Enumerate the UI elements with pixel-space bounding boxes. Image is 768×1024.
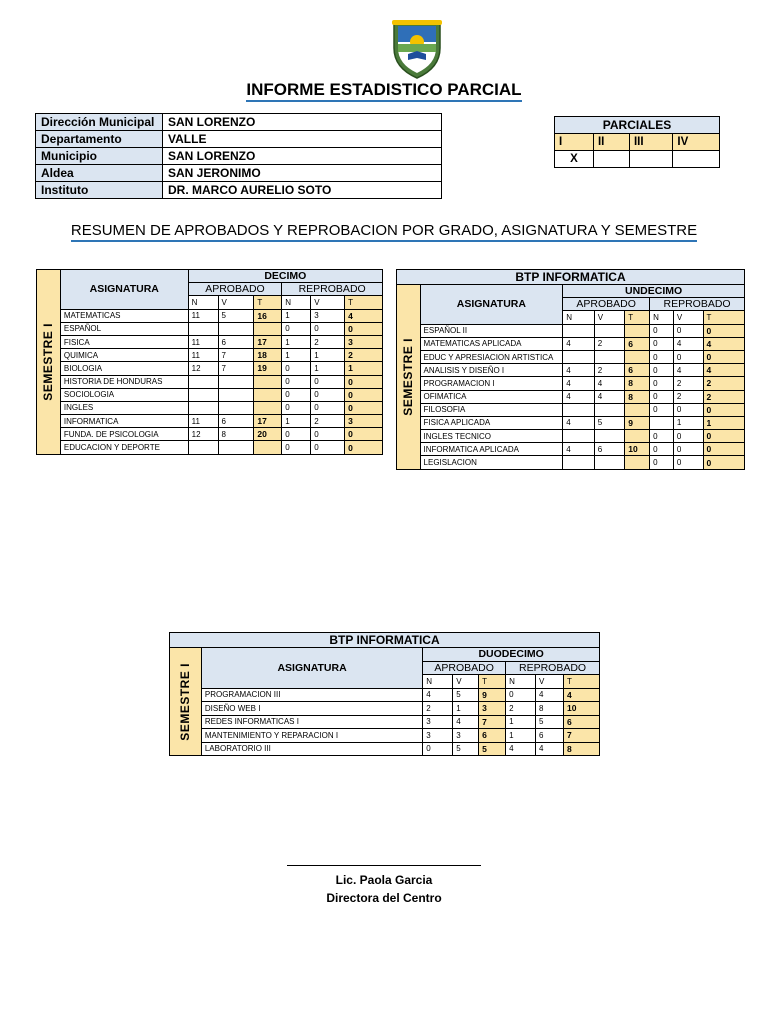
total-value: 1 (345, 362, 383, 375)
count-value (650, 416, 674, 429)
total-value (625, 324, 650, 337)
column-t-header: T (625, 311, 650, 324)
count-value: 2 (311, 415, 345, 428)
total-value: 0 (703, 456, 744, 469)
count-value: 0 (650, 456, 674, 469)
count-value: 5 (453, 688, 479, 702)
count-value (594, 350, 625, 363)
info-label: Municipio (36, 148, 163, 165)
info-value: SAN JERONIMO (163, 165, 442, 182)
count-value: 5 (536, 715, 564, 729)
count-value: 4 (536, 688, 564, 702)
asignatura-header: ASIGNATURA (201, 648, 422, 689)
count-value: 7 (218, 349, 254, 362)
count-value: 0 (673, 350, 703, 363)
total-value: 2 (703, 390, 744, 403)
count-value: 0 (506, 688, 536, 702)
subject-name: INGLES TECNICO (420, 430, 563, 443)
total-value: 19 (254, 362, 282, 375)
parcial-header: IV (673, 134, 720, 151)
subject-name: MATEMATICAS APLICADA (420, 337, 563, 350)
total-value: 18 (254, 349, 282, 362)
count-value: 4 (594, 390, 625, 403)
count-value (218, 441, 254, 454)
subject-name: REDES INFORMATICAS I (201, 715, 422, 729)
reprobado-header: REPROBADO (650, 298, 745, 311)
aprobado-header: APROBADO (188, 283, 282, 296)
subject-name: BIOLOGIA (60, 362, 188, 375)
count-value: 4 (563, 377, 595, 390)
total-value: 10 (564, 702, 600, 716)
institute-seal-logo (386, 18, 448, 80)
total-value: 0 (345, 375, 383, 388)
total-value: 16 (254, 309, 282, 322)
grade-table-undecimo (396, 269, 745, 470)
subject-name: HISTORIA DE HONDURAS (60, 375, 188, 388)
grade-table-decimo (36, 269, 383, 455)
count-value: 2 (594, 364, 625, 377)
subject-name: FISICA APLICADA (420, 416, 563, 429)
count-value: 4 (563, 337, 595, 350)
total-value: 2 (345, 349, 383, 362)
aprobado-header: APROBADO (563, 298, 650, 311)
column-n-header: N (563, 311, 595, 324)
count-value: 4 (594, 377, 625, 390)
semester-label (170, 648, 202, 756)
column-t-header: T (479, 675, 506, 689)
semester-label (37, 270, 61, 455)
total-value (254, 388, 282, 401)
count-value: 1 (673, 416, 703, 429)
table-row (37, 309, 383, 322)
subject-name: ANALISIS Y DISEÑO I (420, 364, 563, 377)
total-value: 1 (703, 416, 744, 429)
grade-header: DUODECIMO (423, 648, 600, 662)
table-row (37, 362, 383, 375)
count-value: 0 (650, 324, 674, 337)
count-value: 7 (218, 362, 254, 375)
subject-name: PROGRAMACION III (201, 688, 422, 702)
info-row (36, 131, 442, 148)
table-row (397, 443, 745, 456)
table-row (397, 337, 745, 350)
total-value: 4 (703, 364, 744, 377)
subject-name: INFORMATICA (60, 415, 188, 428)
count-value (563, 350, 595, 363)
info-value: SAN LORENZO (163, 114, 442, 131)
total-value: 4 (703, 337, 744, 350)
subject-name: EDUCACION Y DEPORTE (60, 441, 188, 454)
count-value: 0 (673, 430, 703, 443)
count-value (594, 403, 625, 416)
total-value (625, 456, 650, 469)
table-row (397, 416, 745, 429)
total-value: 3 (345, 335, 383, 348)
asignatura-header: ASIGNATURA (420, 285, 563, 325)
signer-role: Directora del Centro (326, 891, 442, 905)
count-value: 1 (282, 349, 311, 362)
total-value: 17 (254, 415, 282, 428)
table-row (397, 403, 745, 416)
table-row (397, 456, 745, 469)
count-value: 8 (536, 702, 564, 716)
count-value (188, 322, 218, 335)
report-subtitle: RESUMEN DE APROBADOS Y REPROBACION POR GRADO, ASIGNATURA Y SEMESTRE (0, 222, 768, 239)
count-value: 2 (423, 702, 453, 716)
total-value: 8 (625, 377, 650, 390)
count-value (594, 456, 625, 469)
parciales-table (554, 116, 720, 168)
total-value (625, 403, 650, 416)
total-value (625, 350, 650, 363)
table-row (170, 742, 600, 756)
total-value: 6 (479, 729, 506, 743)
count-value (218, 375, 254, 388)
info-value: DR. MARCO AURELIO SOTO (163, 182, 442, 199)
subject-name: QUIMICA (60, 349, 188, 362)
total-value: 7 (479, 715, 506, 729)
subject-name: FUNDA. DE PSICOLOGIA (60, 428, 188, 441)
count-value: 12 (188, 428, 218, 441)
table-row (37, 349, 383, 362)
total-value: 0 (703, 324, 744, 337)
count-value: 0 (282, 322, 311, 335)
count-value: 4 (563, 364, 595, 377)
total-value: 9 (625, 416, 650, 429)
count-value: 0 (282, 388, 311, 401)
grade-header: DECIMO (188, 270, 382, 283)
count-value: 1 (506, 729, 536, 743)
table-row (170, 715, 600, 729)
total-value (254, 322, 282, 335)
subject-name: MATEMATICAS (60, 309, 188, 322)
count-value: 4 (536, 742, 564, 756)
count-value: 5 (594, 416, 625, 429)
parcial-header: I (555, 134, 594, 151)
total-value: 2 (703, 377, 744, 390)
count-value: 3 (453, 729, 479, 743)
reprobado-header: REPROBADO (506, 661, 600, 675)
table-row (37, 401, 383, 414)
count-value: 6 (594, 443, 625, 456)
count-value: 0 (673, 443, 703, 456)
total-value: 4 (345, 309, 383, 322)
count-value: 2 (506, 702, 536, 716)
count-value: 6 (218, 335, 254, 348)
table-row (397, 390, 745, 403)
column-n-header: N (423, 675, 453, 689)
info-value: VALLE (163, 131, 442, 148)
semester-text: SEMESTRE I (41, 322, 56, 401)
column-n-header: N (650, 311, 674, 324)
parciales-title: PARCIALES (555, 117, 720, 134)
subject-name: FISICA (60, 335, 188, 348)
count-value: 0 (673, 403, 703, 416)
count-value: 0 (650, 377, 674, 390)
subject-name: INFORMATICA APLICADA (420, 443, 563, 456)
column-t-header: T (703, 311, 744, 324)
count-value: 4 (673, 364, 703, 377)
count-value: 4 (453, 715, 479, 729)
count-value: 2 (311, 335, 345, 348)
count-value: 11 (188, 335, 218, 348)
grade-table-duodecimo (169, 632, 600, 756)
count-value (563, 456, 595, 469)
count-value: 4 (423, 688, 453, 702)
total-value (254, 441, 282, 454)
table-row (37, 441, 383, 454)
count-value (563, 430, 595, 443)
count-value: 0 (311, 428, 345, 441)
total-value: 0 (703, 403, 744, 416)
subject-name: EDUC Y APRESIACION ARTISTICA (420, 350, 563, 363)
column-v-header: V (218, 296, 254, 309)
count-value: 0 (423, 742, 453, 756)
count-value (218, 322, 254, 335)
signature-block (0, 853, 768, 907)
count-value: 4 (506, 742, 536, 756)
parcial-mark (593, 151, 629, 168)
parcial-mark (629, 151, 672, 168)
count-value: 4 (563, 416, 595, 429)
total-value: 17 (254, 335, 282, 348)
count-value (188, 375, 218, 388)
count-value: 3 (423, 715, 453, 729)
total-value: 9 (479, 688, 506, 702)
column-v-header: V (673, 311, 703, 324)
table-row (397, 324, 745, 337)
column-v-header: V (594, 311, 625, 324)
subject-name: SOCIOLOGIA (60, 388, 188, 401)
parcial-header: II (593, 134, 629, 151)
count-value: 4 (563, 390, 595, 403)
count-value: 0 (282, 362, 311, 375)
count-value: 0 (650, 350, 674, 363)
count-value: 8 (218, 428, 254, 441)
table-row (170, 688, 600, 702)
parcial-mark (673, 151, 720, 168)
table-row (170, 729, 600, 743)
total-value: 8 (564, 742, 600, 756)
subject-name: LABORATORIO III (201, 742, 422, 756)
subject-name: PROGRAMACION I (420, 377, 563, 390)
grade-header: UNDECIMO (563, 285, 745, 298)
total-value: 0 (345, 388, 383, 401)
total-value: 0 (703, 430, 744, 443)
column-v-header: V (453, 675, 479, 689)
total-value: 0 (703, 443, 744, 456)
table-row (37, 375, 383, 388)
table-row (397, 377, 745, 390)
table-row (37, 388, 383, 401)
column-t-header: T (345, 296, 383, 309)
count-value (188, 441, 218, 454)
total-value: 6 (625, 364, 650, 377)
semester-text: SEMESTRE I (401, 337, 416, 416)
info-row (36, 182, 442, 199)
total-value: 20 (254, 428, 282, 441)
count-value: 3 (311, 309, 345, 322)
count-value: 0 (282, 375, 311, 388)
total-value: 3 (479, 702, 506, 716)
subject-name: OFIMATICA (420, 390, 563, 403)
total-value (254, 375, 282, 388)
count-value: 0 (311, 441, 345, 454)
count-value: 2 (673, 377, 703, 390)
subject-name: LEGISLACION (420, 456, 563, 469)
info-label: Departamento (36, 131, 163, 148)
count-value (563, 324, 595, 337)
document-title: INFORME ESTADISTICO PARCIAL (0, 80, 768, 100)
column-v-header: V (536, 675, 564, 689)
total-value: 8 (625, 390, 650, 403)
signature-line (287, 854, 481, 866)
count-value: 0 (282, 401, 311, 414)
signer-name: Lic. Paola Garcia (335, 873, 433, 887)
table-row (37, 415, 383, 428)
table-row (37, 335, 383, 348)
info-row (36, 148, 442, 165)
count-value: 0 (311, 375, 345, 388)
total-value: 3 (345, 415, 383, 428)
count-value: 0 (311, 401, 345, 414)
count-value: 1 (506, 715, 536, 729)
count-value: 0 (650, 430, 674, 443)
total-value: 5 (479, 742, 506, 756)
count-value (218, 401, 254, 414)
count-value: 0 (673, 324, 703, 337)
count-value: 6 (536, 729, 564, 743)
total-value: 0 (703, 350, 744, 363)
column-n-header: N (188, 296, 218, 309)
info-row (36, 165, 442, 182)
total-value: 7 (564, 729, 600, 743)
total-value: 10 (625, 443, 650, 456)
count-value: 4 (673, 337, 703, 350)
count-value: 6 (218, 415, 254, 428)
count-value: 1 (282, 309, 311, 322)
table-row (37, 322, 383, 335)
count-value: 0 (650, 337, 674, 350)
count-value (218, 388, 254, 401)
count-value: 2 (594, 337, 625, 350)
total-value (254, 401, 282, 414)
column-n-header: N (506, 675, 536, 689)
count-value: 0 (282, 428, 311, 441)
total-value: 4 (564, 688, 600, 702)
count-value: 0 (650, 364, 674, 377)
column-t-header: T (564, 675, 600, 689)
table-row (37, 428, 383, 441)
info-label: Dirección Municipal (36, 114, 163, 131)
count-value (188, 388, 218, 401)
count-value: 3 (423, 729, 453, 743)
total-value: 6 (564, 715, 600, 729)
count-value: 1 (311, 349, 345, 362)
count-value: 4 (563, 443, 595, 456)
institution-info-table (35, 113, 442, 199)
count-value: 0 (282, 441, 311, 454)
count-value: 5 (218, 309, 254, 322)
subject-name: MANTENIMIENTO Y REPARACION I (201, 729, 422, 743)
table-row (397, 364, 745, 377)
subject-name: FILOSOFIA (420, 403, 563, 416)
semester-text: SEMESTRE I (178, 662, 193, 741)
count-value: 5 (453, 742, 479, 756)
subject-name: ESPAÑOL II (420, 324, 563, 337)
count-value: 0 (650, 403, 674, 416)
subject-name: ESPAÑOL (60, 322, 188, 335)
count-value: 1 (282, 415, 311, 428)
parcial-mark: X (555, 151, 594, 168)
count-value: 0 (650, 390, 674, 403)
total-value: 0 (345, 428, 383, 441)
total-value (625, 430, 650, 443)
count-value: 12 (188, 362, 218, 375)
count-value: 11 (188, 349, 218, 362)
parcial-header: III (629, 134, 672, 151)
count-value (563, 403, 595, 416)
column-v-header: V (311, 296, 345, 309)
count-value: 0 (673, 456, 703, 469)
count-value: 0 (650, 443, 674, 456)
subject-name: DISEÑO WEB I (201, 702, 422, 716)
total-value: 0 (345, 441, 383, 454)
count-value: 1 (311, 362, 345, 375)
count-value (594, 430, 625, 443)
column-n-header: N (282, 296, 311, 309)
aprobado-header: APROBADO (423, 661, 506, 675)
count-value: 11 (188, 309, 218, 322)
semester-label (397, 285, 421, 470)
count-value: 0 (311, 388, 345, 401)
info-value: SAN LORENZO (163, 148, 442, 165)
total-value: 6 (625, 337, 650, 350)
count-value: 11 (188, 415, 218, 428)
total-value: 0 (345, 401, 383, 414)
column-t-header: T (254, 296, 282, 309)
count-value: 2 (673, 390, 703, 403)
reprobado-header: REPROBADO (282, 283, 383, 296)
info-label: Instituto (36, 182, 163, 199)
program-title: BTP INFORMATICA (397, 270, 745, 285)
subject-name: INGLES (60, 401, 188, 414)
asignatura-header: ASIGNATURA (60, 270, 188, 310)
count-value: 0 (311, 322, 345, 335)
info-label: Aldea (36, 165, 163, 182)
table-row (397, 430, 745, 443)
count-value: 1 (453, 702, 479, 716)
info-row (36, 114, 442, 131)
table-row (170, 702, 600, 716)
count-value: 1 (282, 335, 311, 348)
count-value (594, 324, 625, 337)
total-value: 0 (345, 322, 383, 335)
program-title: BTP INFORMATICA (170, 633, 600, 648)
table-row (397, 350, 745, 363)
count-value (188, 401, 218, 414)
